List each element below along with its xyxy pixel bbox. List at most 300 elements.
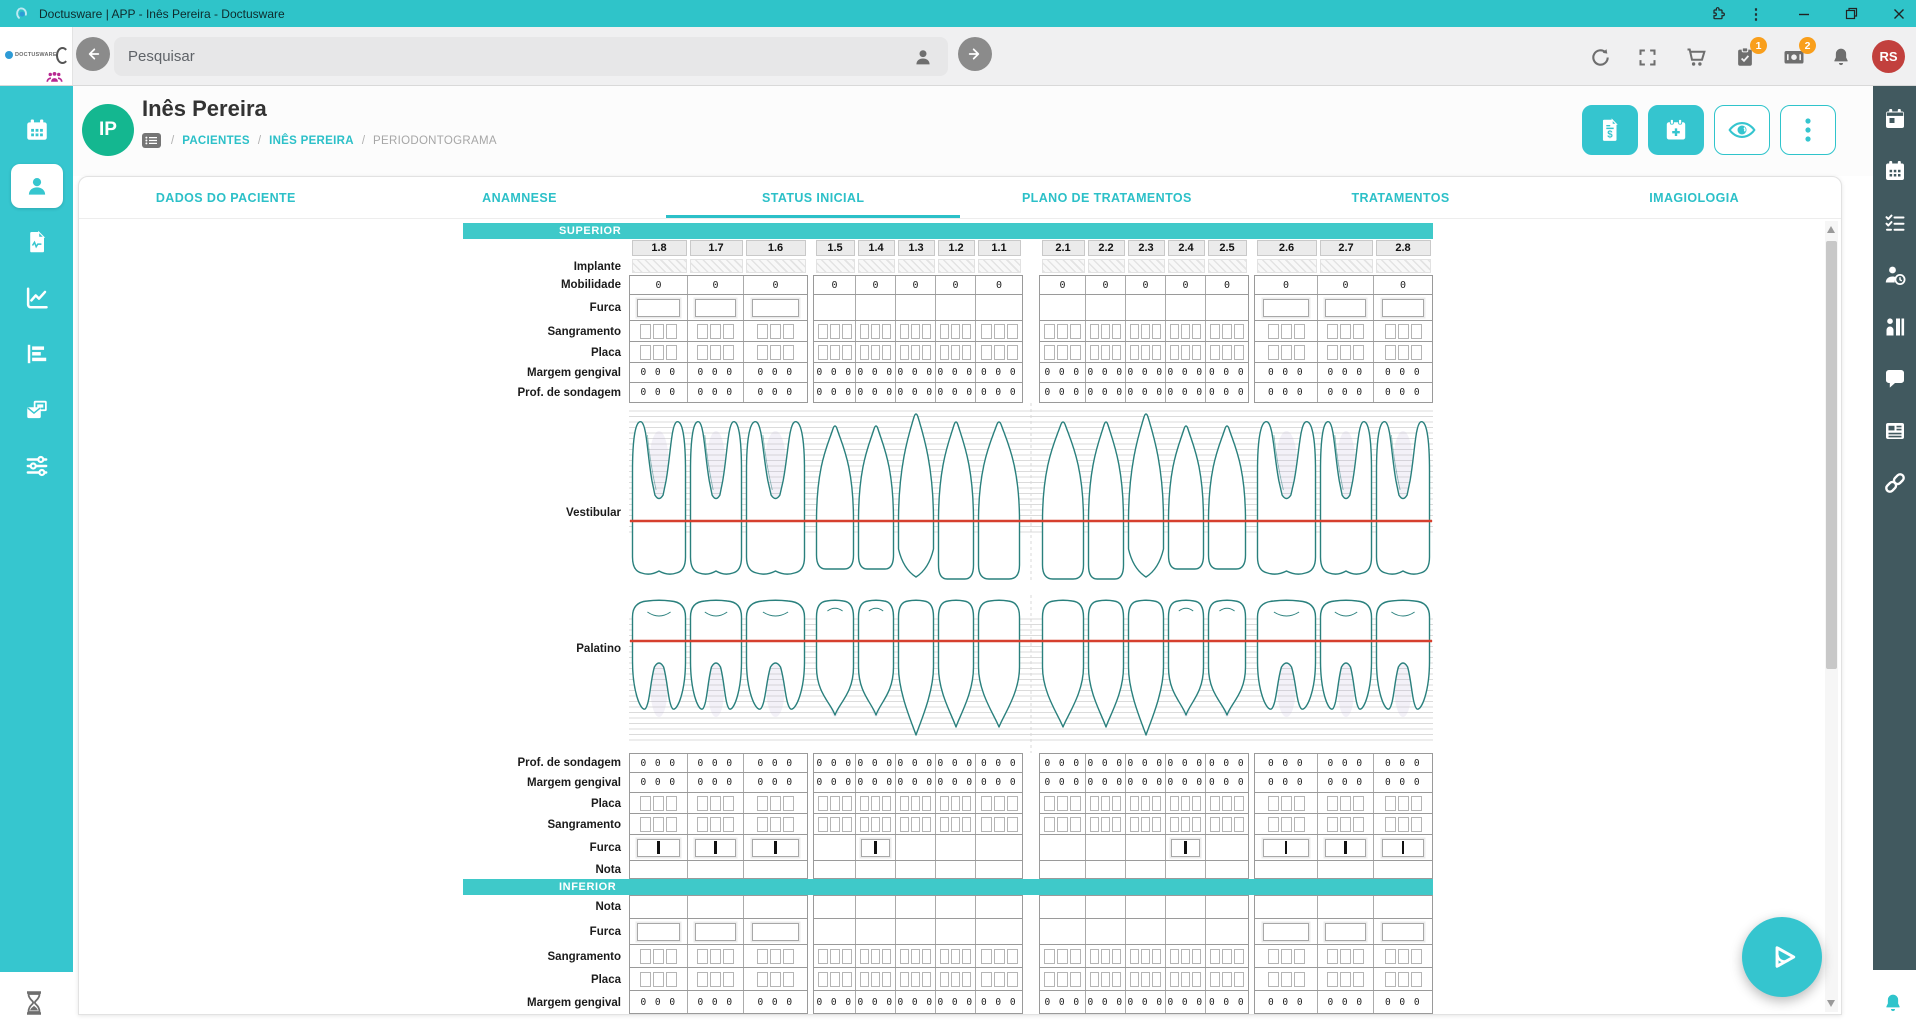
perio-cell-prof-de-sondagem-2.8[interactable]: 0 0 0 (1384, 757, 1422, 769)
perio-cell-placa-2.8[interactable] (1374, 342, 1432, 362)
tab-tratamentos[interactable]: TRATAMENTOS (1351, 190, 1450, 205)
perio-cell--2.6[interactable]: 2.6 (1255, 239, 1318, 257)
list-chip-icon[interactable] (142, 133, 161, 148)
right-sidebar-item-checkin[interactable] (1878, 312, 1912, 342)
perio-cell-sangramento-2.2[interactable] (1086, 814, 1126, 834)
perio-cell-sangramento-2.4[interactable] (1166, 321, 1206, 341)
perio-cell-furca-2.8[interactable] (1374, 835, 1432, 860)
perio-cell-furca-1.6[interactable] (744, 295, 807, 320)
perio-cell-implante-2.3[interactable] (1126, 258, 1166, 274)
perio-cell-margem-gengival-1.8[interactable]: 0 0 0 (630, 991, 688, 1013)
perio-cell-furca-2.7[interactable] (1318, 295, 1374, 320)
perio-cell-implante-2.2[interactable] (1086, 258, 1126, 274)
perio-cell-margem-gengival-1.6[interactable]: 0 0 0 (757, 367, 794, 378)
perio-cell-margem-gengival-2.6[interactable]: 0 0 0 (1255, 773, 1318, 792)
perio-cell-margem-gengival-1.6[interactable]: 0 0 0 (757, 996, 794, 1008)
scroll-down-arrow[interactable] (1827, 1000, 1835, 1007)
go-button[interactable] (958, 37, 992, 71)
perio-cell-sangramento-1.1[interactable] (976, 814, 1022, 834)
perio-cell-furca-1.2[interactable] (936, 295, 976, 320)
perio-cell-implante-1.2[interactable] (936, 258, 976, 274)
vestibular-teeth-chart[interactable] (629, 403, 1433, 583)
perio-cell-placa-2.4[interactable] (1166, 342, 1206, 362)
perio-cell--1.2[interactable]: 1.2 (936, 239, 976, 257)
perio-cell-margem-gengival-1.5[interactable]: 0 0 0 (814, 991, 856, 1013)
perio-cell-margem-gengival-1.7[interactable]: 0 0 0 (688, 991, 744, 1013)
perio-cell--1.3[interactable]: 1.3 (896, 239, 936, 257)
perio-cell-furca-2.7[interactable] (1318, 835, 1374, 860)
perio-cell-placa-2.7[interactable] (1318, 342, 1374, 362)
perio-cell-nota-1.7[interactable] (688, 861, 744, 878)
tab-dados-do-paciente[interactable]: DADOS DO PACIENTE (155, 190, 296, 205)
perio-cell-margem-gengival-1.1[interactable]: 0 0 0 (980, 996, 1018, 1008)
perio-cell-sangramento-2.2[interactable] (1086, 321, 1126, 341)
perio-cell-implante-1.7[interactable] (688, 258, 744, 274)
perio-cell-prof-de-sondagem-2.5[interactable]: 0 0 0 (1208, 387, 1246, 398)
perio-cell-mobilidade-2.4[interactable]: 0 (1166, 276, 1206, 294)
perio-cell--2.3[interactable]: 2.3 (1126, 239, 1166, 257)
perio-cell-nota-1.2[interactable] (936, 896, 976, 918)
perio-cell-implante-1.4[interactable] (856, 258, 896, 274)
perio-cell-margem-gengival-1.5[interactable]: 0 0 0 (814, 363, 856, 382)
perio-cell-implante-2.7[interactable] (1318, 258, 1374, 274)
perio-cell-furca-1.3[interactable] (896, 919, 936, 944)
perio-cell-furca-1.6[interactable] (744, 919, 807, 944)
browser-menu-icon[interactable]: ⋮ (1748, 5, 1764, 23)
perio-cell-sangramento-2.5[interactable] (1206, 321, 1248, 341)
perio-cell-margem-gengival-2.7[interactable]: 0 0 0 (1318, 991, 1374, 1013)
payments-icon[interactable] (1781, 39, 1811, 70)
perio-cell-margem-gengival-1.2[interactable]: 0 0 0 (936, 773, 976, 792)
perio-cell-placa-2.4[interactable] (1166, 793, 1206, 813)
perio-cell-placa-2.3[interactable] (1126, 793, 1166, 813)
perio-cell-sangramento-1.1[interactable] (976, 945, 1022, 967)
perio-cell-sangramento-1.7[interactable] (688, 945, 744, 967)
perio-cell-prof-de-sondagem-2.7[interactable]: 0 0 0 (1318, 754, 1374, 772)
perio-cell-furca-2.5[interactable] (1206, 919, 1248, 944)
perio-cell-sangramento-1.1[interactable] (976, 321, 1022, 341)
perio-cell-prof-de-sondagem-1.1[interactable]: 0 0 0 (980, 387, 1018, 398)
perio-cell-furca-2.5[interactable] (1206, 295, 1248, 320)
perio-cell-mobilidade-1.8[interactable]: 0 (630, 276, 688, 294)
perio-cell-placa-1.4[interactable] (856, 342, 896, 362)
perio-cell-margem-gengival-1.8[interactable]: 0 0 0 (630, 773, 688, 792)
perio-cell-nota-2.8[interactable] (1374, 861, 1432, 878)
perio-cell-furca-1.4[interactable] (856, 919, 896, 944)
perio-cell-furca-2.3[interactable] (1126, 835, 1166, 860)
person-icon[interactable] (912, 46, 934, 68)
perio-cell-placa-2.8[interactable] (1374, 968, 1432, 990)
perio-cell-furca-2.2[interactable] (1086, 295, 1126, 320)
perio-cell-margem-gengival-1.5[interactable]: 0 0 0 (814, 773, 856, 792)
perio-cell-sangramento-2.5[interactable] (1206, 945, 1248, 967)
perio-cell-margem-gengival-1.2[interactable]: 0 0 0 (936, 991, 976, 1013)
perio-cell-nota-2.1[interactable] (1040, 896, 1086, 918)
perio-cell-margem-gengival-2.4[interactable]: 0 0 0 (1166, 363, 1206, 382)
perio-cell-furca-1.4[interactable] (856, 295, 896, 320)
perio-cell-margem-gengival-1.2[interactable]: 0 0 0 (936, 363, 976, 382)
perio-cell-placa-2.4[interactable] (1166, 968, 1206, 990)
perio-cell-nota-2.4[interactable] (1166, 896, 1206, 918)
perio-cell-implante-2.1[interactable] (1040, 258, 1086, 274)
perio-cell-mobilidade-2.5[interactable]: 0 (1223, 279, 1231, 291)
perio-cell-sangramento-1.8[interactable] (630, 945, 688, 967)
perio-cell-nota-1.3[interactable] (896, 861, 936, 878)
perio-cell-furca-2.2[interactable] (1086, 835, 1126, 860)
perio-cell-margem-gengival-2.8[interactable]: 0 0 0 (1384, 367, 1422, 378)
perio-cell-sangramento-2.3[interactable] (1126, 321, 1166, 341)
breadcrumb-item[interactable]: PACIENTES (182, 134, 250, 147)
perio-cell-sangramento-1.7[interactable] (688, 321, 744, 341)
assistant-fab-button[interactable] (1742, 917, 1822, 997)
tasks-clipboard-icon[interactable] (1732, 39, 1762, 70)
perio-cell-placa-1.5[interactable] (814, 968, 856, 990)
perio-cell-furca-1.8[interactable] (630, 295, 688, 320)
perio-cell-placa-1.1[interactable] (976, 793, 1022, 813)
perio-cell-sangramento-2.3[interactable] (1126, 814, 1166, 834)
perio-cell-margem-gengival-1.4[interactable]: 0 0 0 (856, 773, 896, 792)
perio-cell-placa-2.1[interactable] (1040, 342, 1086, 362)
perio-cell-implante-2.6[interactable] (1255, 258, 1318, 274)
perio-cell-nota-1.4[interactable] (856, 861, 896, 878)
perio-cell-mobilidade-2.7[interactable]: 0 (1318, 276, 1374, 294)
kebab-button[interactable] (1780, 105, 1836, 155)
perio-cell-furca-1.5[interactable] (814, 919, 856, 944)
perio-cell-placa-2.6[interactable] (1255, 968, 1318, 990)
perio-cell--2.7[interactable]: 2.7 (1318, 239, 1374, 257)
perio-cell--2.8[interactable]: 2.8 (1374, 239, 1432, 257)
perio-cell-nota-2.4[interactable] (1166, 861, 1206, 878)
eye-button[interactable] (1714, 105, 1770, 155)
fullscreen-icon[interactable] (1634, 44, 1660, 70)
perio-cell-furca-2.6[interactable] (1255, 919, 1318, 944)
perio-cell-prof-de-sondagem-2.8[interactable]: 0 0 0 (1384, 387, 1422, 398)
perio-cell-sangramento-1.6[interactable] (744, 321, 807, 341)
perio-cell-sangramento-2.6[interactable] (1255, 945, 1318, 967)
perio-cell-sangramento-2.1[interactable] (1040, 945, 1086, 967)
sidebar-item-patient[interactable] (11, 164, 63, 208)
perio-cell-sangramento-1.6[interactable] (744, 945, 807, 967)
corner-bell-icon[interactable] (1882, 991, 1904, 1015)
perio-cell-prof-de-sondagem-2.5[interactable]: 0 0 0 (1208, 757, 1246, 769)
perio-cell-margem-gengival-2.3[interactable]: 0 0 0 (1126, 991, 1166, 1013)
perio-cell-margem-gengival-2.2[interactable]: 0 0 0 (1086, 363, 1126, 382)
perio-cell-margem-gengival-2.6[interactable]: 0 0 0 (1255, 363, 1318, 382)
perio-cell--1.7[interactable]: 1.7 (688, 239, 744, 257)
perio-cell-furca-1.1[interactable] (976, 835, 1022, 860)
perio-cell-implante-1.6[interactable] (744, 258, 807, 274)
perio-cell-prof-de-sondagem-1.8[interactable]: 0 0 0 (630, 383, 688, 402)
sidebar-item-bar-chart[interactable] (11, 332, 63, 376)
perio-cell-prof-de-sondagem-2.6[interactable]: 0 0 0 (1255, 754, 1318, 772)
perio-cell-sangramento-2.4[interactable] (1166, 814, 1206, 834)
perio-cell-nota-2.5[interactable] (1206, 861, 1248, 878)
perio-cell-placa-2.1[interactable] (1040, 968, 1086, 990)
perio-cell-nota-1.4[interactable] (856, 896, 896, 918)
perio-cell-sangramento-2.1[interactable] (1040, 814, 1086, 834)
perio-cell-sangramento-2.5[interactable] (1206, 814, 1248, 834)
perio-cell-furca-2.4[interactable] (1166, 919, 1206, 944)
perio-cell-placa-1.1[interactable] (976, 342, 1022, 362)
tab-plano-de-tratamentos[interactable]: PLANO DE TRATAMENTOS (1021, 190, 1192, 205)
perio-cell-prof-de-sondagem-1.8[interactable]: 0 0 0 (630, 754, 688, 772)
perio-cell-prof-de-sondagem-1.3[interactable]: 0 0 0 (896, 383, 936, 402)
perio-cell-prof-de-sondagem-2.2[interactable]: 0 0 0 (1086, 754, 1126, 772)
perio-cell-prof-de-sondagem-1.4[interactable]: 0 0 0 (856, 754, 896, 772)
perio-cell-furca-2.6[interactable] (1255, 295, 1318, 320)
scroll-up-arrow[interactable] (1827, 226, 1835, 233)
perio-cell-sangramento-2.8[interactable] (1374, 814, 1432, 834)
perio-cell-nota-1.1[interactable] (976, 861, 1022, 878)
perio-cell-prof-de-sondagem-1.2[interactable]: 0 0 0 (936, 754, 976, 772)
perio-cell-sangramento-1.8[interactable] (630, 814, 688, 834)
perio-cell--1.8[interactable]: 1.8 (630, 239, 688, 257)
perio-cell-prof-de-sondagem-1.7[interactable]: 0 0 0 (688, 754, 744, 772)
perio-cell-margem-gengival-2.2[interactable]: 0 0 0 (1086, 991, 1126, 1013)
perio-cell-sangramento-1.3[interactable] (896, 945, 936, 967)
right-sidebar-item-tasks-list[interactable] (1878, 208, 1912, 238)
perio-cell-furca-1.4[interactable] (856, 835, 896, 860)
perio-cell-placa-1.3[interactable] (896, 793, 936, 813)
perio-cell-mobilidade-2.2[interactable]: 0 (1086, 276, 1126, 294)
perio-cell-mobilidade-1.7[interactable]: 0 (688, 276, 744, 294)
perio-cell-furca-1.5[interactable] (814, 835, 856, 860)
vertical-scrollbar[interactable] (1825, 221, 1838, 1012)
perio-cell-sangramento-2.7[interactable] (1318, 945, 1374, 967)
perio-cell-margem-gengival-2.2[interactable]: 0 0 0 (1086, 773, 1126, 792)
perio-cell-margem-gengival-2.5[interactable]: 0 0 0 (1208, 996, 1246, 1008)
perio-cell-prof-de-sondagem-2.3[interactable]: 0 0 0 (1126, 383, 1166, 402)
perio-cell-implante-1.3[interactable] (896, 258, 936, 274)
perio-cell-placa-1.7[interactable] (688, 793, 744, 813)
calendar-plus-button[interactable] (1648, 105, 1704, 155)
perio-cell-placa-2.2[interactable] (1086, 968, 1126, 990)
perio-cell-furca-2.7[interactable] (1318, 919, 1374, 944)
perio-cell-margem-gengival-2.7[interactable]: 0 0 0 (1318, 363, 1374, 382)
perio-cell-sangramento-1.8[interactable] (630, 321, 688, 341)
perio-cell-prof-de-sondagem-2.1[interactable]: 0 0 0 (1040, 754, 1086, 772)
perio-cell-placa-2.7[interactable] (1318, 968, 1374, 990)
perio-cell-placa-1.7[interactable] (688, 968, 744, 990)
perio-cell-sangramento-2.8[interactable] (1374, 945, 1432, 967)
perio-cell-furca-1.5[interactable] (814, 295, 856, 320)
perio-cell-margem-gengival-2.8[interactable]: 0 0 0 (1384, 777, 1422, 788)
perio-cell-placa-1.3[interactable] (896, 342, 936, 362)
tab-anamnese[interactable]: ANAMNESE (482, 190, 557, 205)
account-avatar[interactable]: RS (1872, 40, 1905, 73)
perio-cell-furca-2.2[interactable] (1086, 919, 1126, 944)
perio-cell-margem-gengival-2.1[interactable]: 0 0 0 (1040, 363, 1086, 382)
perio-cell-sangramento-1.4[interactable] (856, 321, 896, 341)
perio-cell-mobilidade-1.4[interactable]: 0 (856, 276, 896, 294)
perio-cell-prof-de-sondagem-1.4[interactable]: 0 0 0 (856, 383, 896, 402)
perio-cell-implante-1.5[interactable] (814, 258, 856, 274)
perio-cell-mobilidade-2.3[interactable]: 0 (1126, 276, 1166, 294)
perio-cell-margem-gengival-2.5[interactable]: 0 0 0 (1208, 777, 1246, 788)
perio-cell-nota-1.2[interactable] (936, 861, 976, 878)
perio-cell-sangramento-2.3[interactable] (1126, 945, 1166, 967)
perio-cell-placa-1.5[interactable] (814, 342, 856, 362)
perio-cell-prof-de-sondagem-1.2[interactable]: 0 0 0 (936, 383, 976, 402)
perio-cell-furca-1.1[interactable] (976, 919, 1022, 944)
perio-cell-sangramento-1.2[interactable] (936, 814, 976, 834)
perio-cell-furca-1.7[interactable] (688, 835, 744, 860)
perio-cell--1.6[interactable]: 1.6 (744, 239, 807, 257)
perio-cell-mobilidade-1.5[interactable]: 0 (814, 276, 856, 294)
perio-cell-nota-1.8[interactable] (630, 861, 688, 878)
perio-cell-placa-2.1[interactable] (1040, 793, 1086, 813)
perio-cell-placa-2.8[interactable] (1374, 793, 1432, 813)
perio-cell-mobilidade-2.1[interactable]: 0 (1040, 276, 1086, 294)
perio-cell-sangramento-2.7[interactable] (1318, 321, 1374, 341)
perio-cell-placa-2.2[interactable] (1086, 793, 1126, 813)
sidebar-item-line-chart[interactable] (11, 276, 63, 320)
perio-cell-furca-1.3[interactable] (896, 835, 936, 860)
perio-cell-sangramento-2.4[interactable] (1166, 945, 1206, 967)
perio-cell-sangramento-2.1[interactable] (1040, 321, 1086, 341)
right-sidebar-item-news[interactable] (1878, 416, 1912, 446)
perio-cell-furca-2.3[interactable] (1126, 919, 1166, 944)
perio-cell-prof-de-sondagem-1.1[interactable]: 0 0 0 (980, 757, 1018, 769)
perio-cell-furca-2.4[interactable] (1166, 295, 1206, 320)
cart-icon[interactable] (1683, 44, 1709, 70)
perio-cell-placa-1.7[interactable] (688, 342, 744, 362)
perio-cell-implante-2.4[interactable] (1166, 258, 1206, 274)
perio-cell-sangramento-1.3[interactable] (896, 321, 936, 341)
invoice-button[interactable] (1582, 105, 1638, 155)
perio-cell-sangramento-1.5[interactable] (814, 945, 856, 967)
perio-cell-placa-1.8[interactable] (630, 342, 688, 362)
perio-cell-placa-1.2[interactable] (936, 342, 976, 362)
perio-cell-implante-2.5[interactable] (1206, 258, 1248, 274)
sidebar-item-settings-sliders[interactable] (11, 444, 63, 488)
tab-imagiologia[interactable]: IMAGIOLOGIA (1649, 190, 1740, 205)
perio-cell-margem-gengival-1.1[interactable]: 0 0 0 (980, 367, 1018, 378)
perio-cell-placa-1.8[interactable] (630, 968, 688, 990)
perio-cell-prof-de-sondagem-1.5[interactable]: 0 0 0 (814, 754, 856, 772)
perio-cell-sangramento-1.2[interactable] (936, 945, 976, 967)
perio-cell-nota-1.6[interactable] (744, 896, 807, 918)
perio-cell-margem-gengival-1.4[interactable]: 0 0 0 (856, 363, 896, 382)
perio-cell-placa-2.3[interactable] (1126, 968, 1166, 990)
perio-cell-mobilidade-1.6[interactable]: 0 (772, 279, 779, 291)
perio-cell-margem-gengival-1.3[interactable]: 0 0 0 (896, 773, 936, 792)
perio-cell-placa-2.6[interactable] (1255, 342, 1318, 362)
perio-cell-prof-de-sondagem-2.1[interactable]: 0 0 0 (1040, 383, 1086, 402)
perio-cell-mobilidade-1.3[interactable]: 0 (896, 276, 936, 294)
perio-cell-margem-gengival-2.7[interactable]: 0 0 0 (1318, 773, 1374, 792)
sidebar-item-calendar[interactable] (11, 108, 63, 152)
perio-cell-furca-2.8[interactable] (1374, 295, 1432, 320)
perio-cell-implante-2.8[interactable] (1374, 258, 1432, 274)
perio-cell-sangramento-1.3[interactable] (896, 814, 936, 834)
perio-cell-furca-2.1[interactable] (1040, 295, 1086, 320)
perio-cell-placa-1.6[interactable] (744, 968, 807, 990)
perio-cell-margem-gengival-2.1[interactable]: 0 0 0 (1040, 773, 1086, 792)
perio-cell-sangramento-2.6[interactable] (1255, 321, 1318, 341)
palatal-teeth-chart[interactable] (629, 595, 1433, 753)
perio-cell-margem-gengival-1.3[interactable]: 0 0 0 (896, 991, 936, 1013)
perio-cell-placa-2.5[interactable] (1206, 968, 1248, 990)
perio-cell-placa-1.6[interactable] (744, 342, 807, 362)
perio-cell-mobilidade-1.2[interactable]: 0 (936, 276, 976, 294)
perio-cell-nota-1.3[interactable] (896, 896, 936, 918)
perio-cell-prof-de-sondagem-1.7[interactable]: 0 0 0 (688, 383, 744, 402)
perio-cell-nota-2.3[interactable] (1126, 861, 1166, 878)
perio-cell--2.4[interactable]: 2.4 (1166, 239, 1206, 257)
perio-cell-placa-1.3[interactable] (896, 968, 936, 990)
perio-cell-nota-2.2[interactable] (1086, 861, 1126, 878)
perio-cell-nota-1.1[interactable] (976, 896, 1022, 918)
perio-cell-nota-2.1[interactable] (1040, 861, 1086, 878)
search-input[interactable] (114, 37, 948, 76)
perio-cell-sangramento-1.4[interactable] (856, 945, 896, 967)
perio-cell-sangramento-1.2[interactable] (936, 321, 976, 341)
perio-cell-mobilidade-2.8[interactable]: 0 (1399, 279, 1407, 291)
perio-cell-prof-de-sondagem-1.6[interactable]: 0 0 0 (757, 387, 794, 398)
perio-cell-nota-1.7[interactable] (688, 896, 744, 918)
perio-cell--1.4[interactable]: 1.4 (856, 239, 896, 257)
perio-cell-sangramento-1.5[interactable] (814, 814, 856, 834)
perio-cell-prof-de-sondagem-1.5[interactable]: 0 0 0 (814, 383, 856, 402)
breadcrumb-item[interactable]: INÊS PEREIRA (269, 134, 354, 147)
perio-cell--2.5[interactable]: 2.5 (1206, 239, 1248, 257)
notifications-bell-icon[interactable] (1828, 44, 1854, 70)
perio-cell-furca-1.8[interactable] (630, 835, 688, 860)
perio-cell-placa-2.6[interactable] (1255, 793, 1318, 813)
perio-cell-placa-2.5[interactable] (1206, 342, 1248, 362)
right-sidebar-item-calendar-day[interactable] (1878, 104, 1912, 134)
perio-cell--1.5[interactable]: 1.5 (814, 239, 856, 257)
right-sidebar-item-link[interactable] (1878, 468, 1912, 498)
scrollbar-thumb[interactable] (1826, 241, 1837, 669)
perio-cell-margem-gengival-1.3[interactable]: 0 0 0 (896, 363, 936, 382)
perio-cell-furca-1.8[interactable] (630, 919, 688, 944)
perio-cell-furca-2.3[interactable] (1126, 295, 1166, 320)
perio-cell-placa-1.4[interactable] (856, 968, 896, 990)
perio-cell-prof-de-sondagem-2.4[interactable]: 0 0 0 (1166, 754, 1206, 772)
refresh-icon[interactable] (1587, 44, 1613, 70)
perio-cell-sangramento-1.7[interactable] (688, 814, 744, 834)
perio-cell-margem-gengival-2.4[interactable]: 0 0 0 (1166, 773, 1206, 792)
perio-cell-margem-gengival-2.8[interactable]: 0 0 0 (1384, 996, 1422, 1008)
perio-cell-implante-1.1[interactable] (976, 258, 1022, 274)
perio-cell-mobilidade-2.6[interactable]: 0 (1255, 276, 1318, 294)
minimize-button[interactable] (1789, 0, 1819, 27)
perio-cell-sangramento-2.2[interactable] (1086, 945, 1126, 967)
perio-cell-sangramento-2.8[interactable] (1374, 321, 1432, 341)
perio-cell-margem-gengival-1.7[interactable]: 0 0 0 (688, 363, 744, 382)
perio-cell-margem-gengival-1.1[interactable]: 0 0 0 (980, 777, 1018, 788)
perio-cell-sangramento-2.7[interactable] (1318, 814, 1374, 834)
extensions-icon[interactable] (1704, 0, 1732, 27)
perio-cell-sangramento-1.5[interactable] (814, 321, 856, 341)
perio-cell-placa-1.2[interactable] (936, 793, 976, 813)
perio-cell-placa-1.6[interactable] (744, 793, 807, 813)
perio-cell-margem-gengival-1.4[interactable]: 0 0 0 (856, 991, 896, 1013)
perio-cell-nota-2.6[interactable] (1255, 896, 1318, 918)
perio-cell-prof-de-sondagem-2.3[interactable]: 0 0 0 (1126, 754, 1166, 772)
perio-cell-placa-2.7[interactable] (1318, 793, 1374, 813)
back-button[interactable] (76, 37, 110, 71)
perio-cell-furca-1.7[interactable] (688, 295, 744, 320)
perio-cell-furca-2.1[interactable] (1040, 919, 1086, 944)
perio-cell-margem-gengival-2.3[interactable]: 0 0 0 (1126, 363, 1166, 382)
perio-cell-placa-1.5[interactable] (814, 793, 856, 813)
perio-cell-nota-1.8[interactable] (630, 896, 688, 918)
perio-cell--1.1[interactable]: 1.1 (976, 239, 1022, 257)
restore-button[interactable] (1836, 0, 1866, 27)
